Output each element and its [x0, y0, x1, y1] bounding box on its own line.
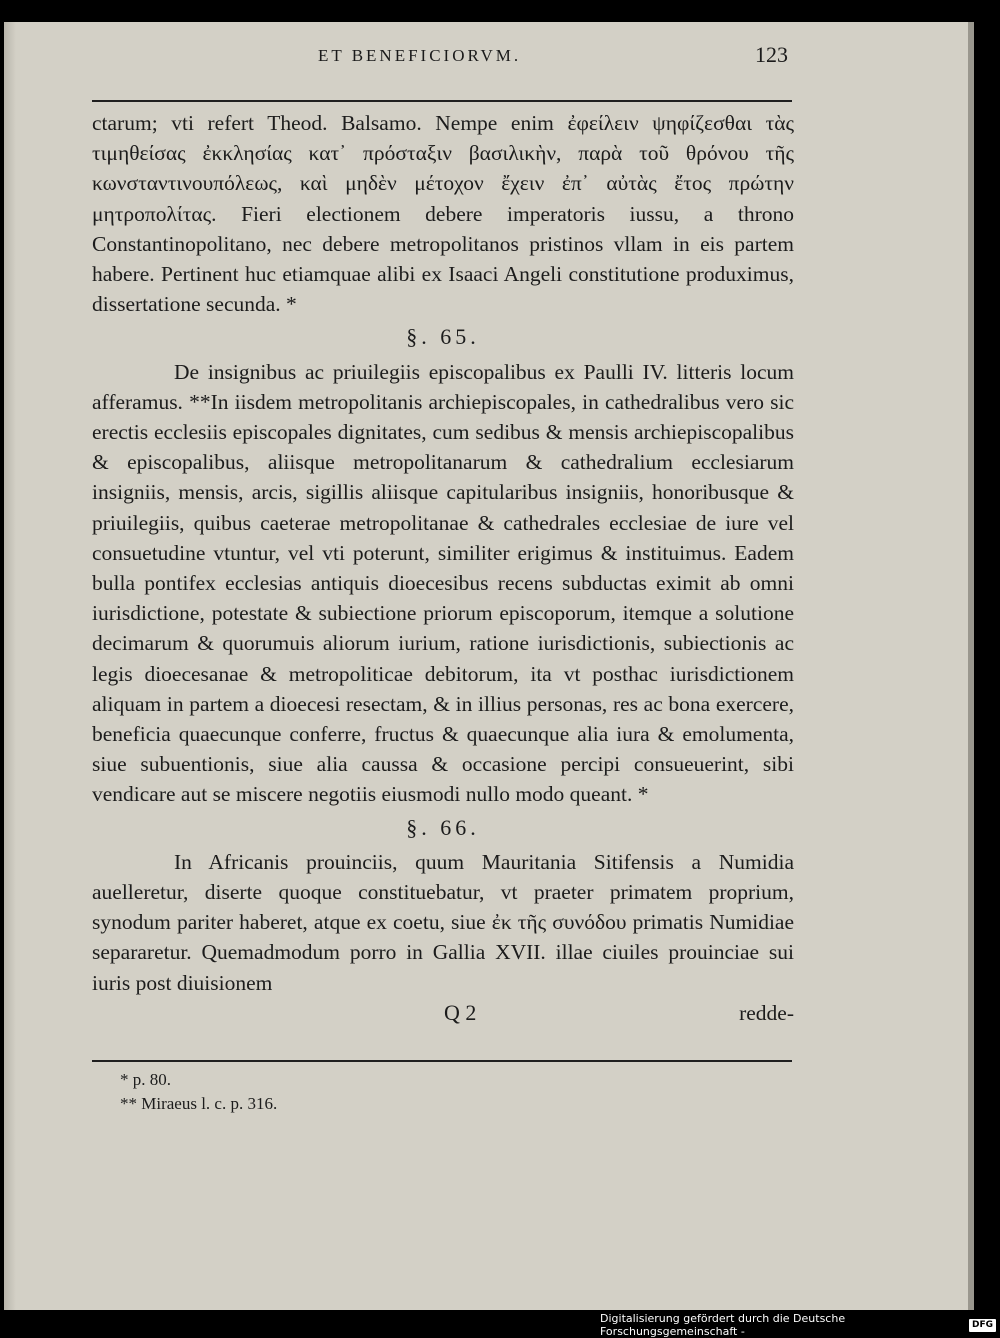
digitization-credit: Digitalisierung gefördert durch die Deutsche Forschungsgemeinschaft -: [600, 1312, 846, 1338]
page-number: 123: [755, 42, 788, 67]
paragraph-2: De insignibus ac priuilegiis episcopalibus ex Paulli IV. litteris locum afferamus. **In iisdem metropolitanis archiepiscopales, in cathedralibus vero sic erectis ecclesiis episcopales dignitates, cum sedibus & mensis archiepiscopalibus & episcopalibus, aliisque metropolitanarum & cathedralium ecclesiarum insigniis, mensis, arcis, sigillis aliisque capitularibus insigniis, honoribusque & priuilegiis, quibus caeterae metropolitanae & cathedrales ecclesiae de iure vel consuetudine vtuntur, vel vti poterunt, similiter erigimus & instituimus. Eadem bulla pontifex ecclesias antiquis dioecesibus recens subductas eximit ab omni iurisdictione, potestate & subiectione priorum episcoporum, itemque a solutione decimarum & quorumuis aliorum iurium, ratione iurisdictionis, subiectionis ac legis dioecesanae & metropoliticae debitorum, ita vt posthac iurisdictionem aliquam in partem a dioecesi resectam, & in illius personas, res ac bona exercere, beneficia quaecunque conferre, fructus & quaecunque alia iura & emolumenta, siue subuentionis, siue alia caussa & occasione percipi consueuerint, sibi vendicare aut se miscere negotiis eiusmodi nullo modo queant. *: [92, 359, 794, 807]
page-gutter-shadow: [4, 22, 16, 1310]
digitization-credit-bar: [600, 1312, 1000, 1338]
footnote-2: ** Miraeus l. c. p. 316.: [120, 1094, 278, 1113]
section-heading-66: §. 66.: [406, 814, 480, 840]
signature-mark: Q 2: [444, 999, 477, 1025]
footnote-rule: [92, 1060, 792, 1062]
dfg-logo: DFG: [969, 1319, 996, 1332]
signature-line: [92, 998, 794, 1030]
footnotes: [120, 1068, 277, 1116]
footnote-1: * p. 80.: [120, 1070, 171, 1089]
header-rule: [92, 100, 792, 102]
section-heading-65: §. 65.: [406, 324, 480, 350]
catchword: redde-: [739, 1000, 794, 1025]
main-text: [92, 108, 794, 1030]
running-head: ET BENEFICIORVM.: [318, 46, 522, 65]
paragraph-1: ctarum; vti refert Theod. Balsamo. Nempe enim ἐφείλειν ψηφίζεσθαι τὰς τιμηθείσας ἐκκλησίας κατ᾽ πρόσταξιν βασιλικὴν, παρὰ τοῦ θρόνου τῆς κωνσταντινουπόλεως, καὶ μηδὲν μέτοχον ἔχειν ἐπ᾽ αὐτὰς ἔτος πρώτην μητροπολίτας. Fieri electionem debere imperatoris iussu, a throno Constantinopolitano, nec debere metropolitanos pristinos vllam in eis partem habere. Pertinent huc etiamquae alibi ex Isaaci Angeli constitutione produximus, dissertatione secunda. *: [92, 111, 794, 317]
paragraph-3: In Africanis prouinciis, quum Mauritania Sitifensis a Numidia auelleretur, diserte quoque constituebatur, vt praeter primatem proprium, synodum pariter haberet, atque ex coetu, siue ἐκ τῆς συνόδου primatis Numidiae separaretur. Quemadmodum porro in Gallia XVII. illae ciuiles prouinciae sui iuris post diuisionem: [92, 849, 794, 995]
page-header: [318, 42, 788, 72]
